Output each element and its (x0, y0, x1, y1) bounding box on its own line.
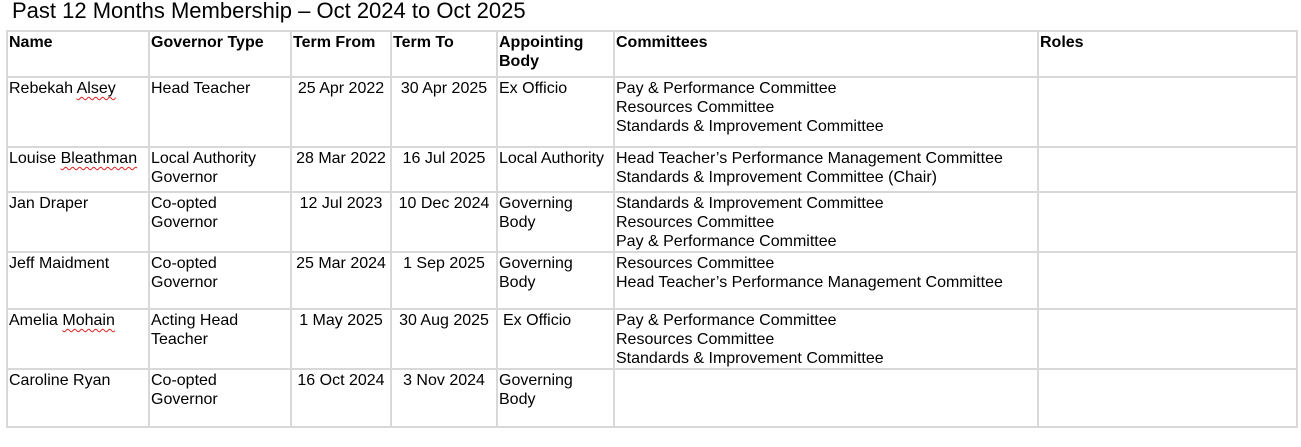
cell-committees: Standards & Improvement Committee Resources Committee Pay & Performance Committee (614, 192, 1038, 252)
cell-term-from: 25 Mar 2024 (291, 252, 391, 309)
header-term-from: Term From (291, 31, 391, 77)
table-row (7, 192, 1297, 252)
table-row (7, 77, 1297, 147)
cell-name: Jan Draper (7, 192, 149, 252)
cell-governor-type: Local Authority Governor (149, 147, 291, 192)
header-term-to: Term To (391, 31, 497, 77)
cell-term-from: 16 Oct 2024 (291, 369, 391, 427)
header-roles: Roles (1038, 31, 1297, 77)
page-title: Past 12 Months Membership – Oct 2024 to Oct 2025 (12, 0, 526, 23)
cell-term-from: 12 Jul 2023 (291, 192, 391, 252)
cell-appointing-body: Ex Officio (497, 77, 614, 147)
cell-committees: Pay & Performance Committee Resources Committee Standards & Improvement Committee (614, 309, 1038, 369)
cell-committees: Resources Committee Head Teacher’s Performance Management Committee (614, 252, 1038, 309)
cell-term-to: 16 Jul 2025 (391, 147, 497, 192)
cell-term-to: 30 Aug 2025 (391, 309, 497, 369)
cell-roles (1038, 147, 1297, 192)
cell-committees: Pay & Performance Committee Resources Committee Standards & Improvement Committee (614, 77, 1038, 147)
table-row (7, 147, 1297, 192)
membership-table (6, 30, 1298, 428)
cell-term-to: 30 Apr 2025 (391, 77, 497, 147)
header-governor-type: Governor Type (149, 31, 291, 77)
cell-name: Jeff Maidment (7, 252, 149, 309)
cell-name: Amelia Mohain (7, 309, 149, 369)
cell-term-from: 1 May 2025 (291, 309, 391, 369)
cell-governor-type: Acting Head Teacher (149, 309, 291, 369)
cell-term-to: 10 Dec 2024 (391, 192, 497, 252)
table-row (7, 369, 1297, 427)
cell-name: Rebekah Alsey (7, 77, 149, 147)
cell-term-to: 1 Sep 2025 (391, 252, 497, 309)
cell-committees (614, 369, 1038, 427)
header-appointing-body: Appointing Body (497, 31, 614, 77)
cell-governor-type: Head Teacher (149, 77, 291, 147)
cell-governor-type: Co-opted Governor (149, 252, 291, 309)
cell-appointing-body: Local Authority (497, 147, 614, 192)
table-row (7, 309, 1297, 369)
cell-appointing-body: Ex Officio (497, 309, 614, 369)
cell-term-to: 3 Nov 2024 (391, 369, 497, 427)
cell-appointing-body: Governing Body (497, 369, 614, 427)
header-committees: Committees (614, 31, 1038, 77)
cell-roles (1038, 252, 1297, 309)
cell-governor-type: Co-opted Governor (149, 192, 291, 252)
cell-committees: Head Teacher’s Performance Management Committee Standards & Improvement Committee (Chair) (614, 147, 1038, 192)
cell-term-from: 25 Apr 2022 (291, 77, 391, 147)
cell-name: Caroline Ryan (7, 369, 149, 427)
cell-term-from: 28 Mar 2022 (291, 147, 391, 192)
table-row (7, 252, 1297, 309)
table-header-row (7, 31, 1297, 77)
cell-roles (1038, 77, 1297, 147)
cell-roles (1038, 369, 1297, 427)
cell-roles (1038, 309, 1297, 369)
cell-appointing-body: Governing Body (497, 252, 614, 309)
header-name: Name (7, 31, 149, 77)
cell-appointing-body: Governing Body (497, 192, 614, 252)
cell-governor-type: Co-opted Governor (149, 369, 291, 427)
cell-roles (1038, 192, 1297, 252)
cell-name: Louise Bleathman (7, 147, 149, 192)
